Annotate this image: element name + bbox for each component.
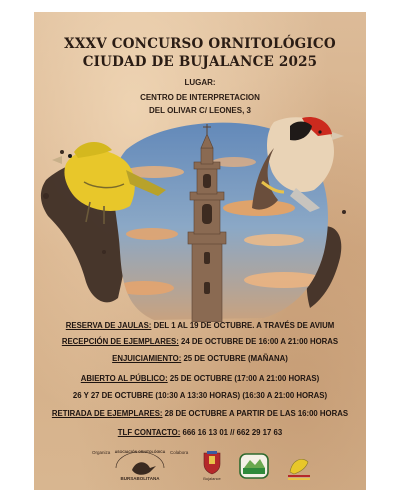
- poster-title-line2: CIUDAD DE BUJALANCE 2025: [82, 54, 318, 70]
- colabora-label: Colabora: [170, 450, 189, 455]
- asociacion-logo: [110, 448, 170, 484]
- info-label: ENJUICIAMIENTO:: [112, 354, 182, 363]
- ayuntamiento-logo: [200, 450, 224, 484]
- info-open-dates: [34, 391, 366, 400]
- bird-emblem-logo: [284, 450, 314, 482]
- info-text: 28 DE OCTUBRE A PARTIR DE LAS 16:00 HORAS: [162, 409, 349, 418]
- info-judging: [34, 354, 366, 363]
- info-text: 24 DE OCTUBRE DE 16:00 A 21:00 HORAS: [178, 337, 339, 346]
- info-label: RETIRADA DE EJEMPLARES:: [51, 409, 163, 418]
- event-poster: [34, 12, 366, 490]
- bird-silhouette-icon: [132, 462, 156, 475]
- info-reception: [34, 337, 366, 346]
- venue-label: LUGAR:: [184, 78, 216, 87]
- asociacion-logo-bottom: BURSABOLITANA: [120, 476, 160, 481]
- info-withdrawal: [34, 409, 366, 418]
- organiza-label: Organiza: [92, 450, 111, 455]
- info-label: TLF CONTACTO:: [117, 428, 181, 437]
- info-text: 26 Y 27 DE OCTUBRE (10:30 A 13:30 HORAS) (16:30 A 21:00 HORAS): [72, 391, 328, 400]
- info-label: RESERVA DE JAULAS:: [65, 321, 152, 330]
- canary-emblem-icon: [290, 459, 308, 474]
- info-text: 666 16 13 01 // 662 29 17 63: [180, 428, 283, 437]
- info-open-public: [34, 374, 366, 383]
- info-text: 25 DE OCTUBRE (MAÑANA): [181, 354, 288, 363]
- info-label: ABIERTO AL PÚBLICO:: [80, 374, 168, 383]
- info-text: DEL 1 AL 19 DE OCTUBRE. A TRAVÉS DE AVIUM: [151, 321, 335, 330]
- asociacion-logo-top: ASOCIACIÓN ORNITOLÓGICA: [114, 450, 166, 454]
- tower-sky-illustration: [34, 112, 366, 322]
- info-text: 25 DE OCTUBRE (17:00 A 21:00 HORAS): [167, 374, 320, 383]
- venue-line1: CENTRO DE INTERPRETACION: [140, 93, 260, 102]
- info-contact: [34, 428, 366, 437]
- ayuntamiento-logo-text: Bujalance: [203, 476, 221, 481]
- venue-line2: DEL OLIVAR C/ LEONES, 3: [149, 106, 251, 115]
- info-cage-reservation: [34, 321, 366, 330]
- info-label: RECEPCIÓN DE EJEMPLARES:: [61, 337, 179, 346]
- club-badge-logo: [238, 450, 270, 482]
- poster-title-line1: XXXV CONCURSO ORNITOLÓGICO: [64, 36, 336, 52]
